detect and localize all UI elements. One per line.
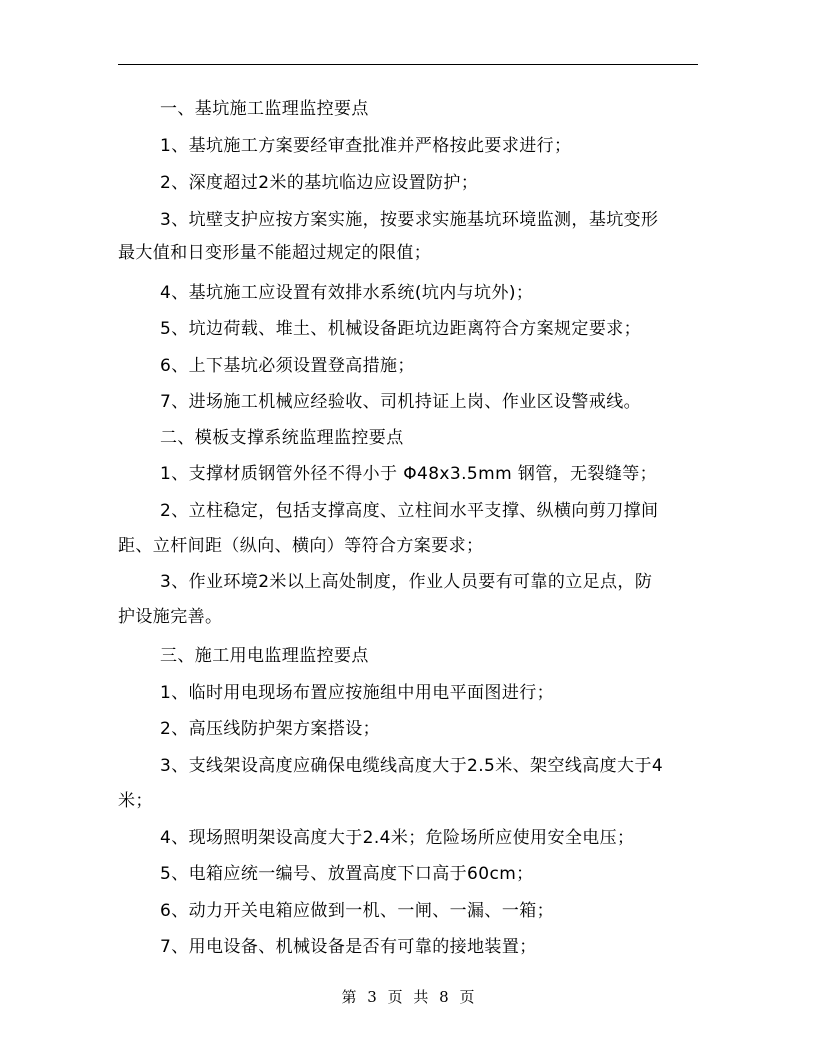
- paragraph: 5、电箱应统一编号、放置高度下口高于60cm；: [160, 864, 534, 884]
- paragraph-continuation: 最大值和日变形量不能超过规定的限值；: [118, 243, 432, 263]
- paragraph: 6、上下基坑必须设置登高措施；: [160, 356, 415, 376]
- paragraph: 2、高压线防护架方案搭设；: [160, 719, 381, 739]
- paragraph-continuation: 距、立杆间距（纵向、横向）等符合方案要求；: [118, 536, 484, 556]
- paragraph-continuation: 米；: [118, 791, 153, 811]
- paragraph: 3、坑壁支护应按方案实施，按要求实施基坑环境监测，基坑变形: [160, 210, 659, 230]
- page-footer: 第 3 页 共 8 页: [341, 988, 475, 1006]
- paragraph: 1、临时用电现场布置应按施组中用电平面图进行；: [160, 683, 555, 703]
- paragraph: 6、动力开关电箱应做到一机、一闸、一漏、一箱；: [160, 901, 555, 921]
- header-rule: [118, 64, 698, 65]
- paragraph: 7、用电设备、机械设备是否有可靠的接地装置；: [160, 937, 537, 957]
- paragraph: 5、坑边荷载、堆土、机械设备距坑边距离符合方案规定要求；: [160, 319, 642, 339]
- paragraph: 4、现场照明架设高度大于2.4米；危险场所应使用安全电压；: [160, 828, 635, 848]
- paragraph: 2、立柱稳定，包括支撑高度、立柱间水平支撑、纵横向剪刀撑间: [160, 501, 659, 521]
- paragraph: 7、进场施工机械应经验收、司机持证上岗、作业区设警戒线。: [160, 392, 642, 412]
- paragraph: 4、基坑施工应设置有效排水系统(坑内与坑外)；: [160, 283, 534, 303]
- paragraph-continuation: 护设施完善。: [118, 607, 223, 627]
- paragraph: 2、深度超过2米的基坑临边应设置防护；: [160, 173, 479, 193]
- section-heading-2: 二、模板支撑系统监理监控要点: [160, 428, 404, 448]
- section-heading-1: 一、基坑施工监理监控要点: [160, 99, 369, 119]
- section-heading-3: 三、施工用电监理监控要点: [160, 646, 369, 666]
- paragraph: 3、支线架设高度应确保电缆线高度大于2.5米、架空线高度大于4: [160, 756, 664, 776]
- paragraph: 3、作业环境2米以上高处制度，作业人员要有可靠的立足点，防: [160, 572, 653, 592]
- paragraph: 1、支撑材质钢管外径不得小于 Φ48x3.5mm 钢管，无裂缝等；: [160, 464, 658, 484]
- paragraph: 1、基坑施工方案要经审查批准并严格按此要求进行；: [160, 136, 572, 156]
